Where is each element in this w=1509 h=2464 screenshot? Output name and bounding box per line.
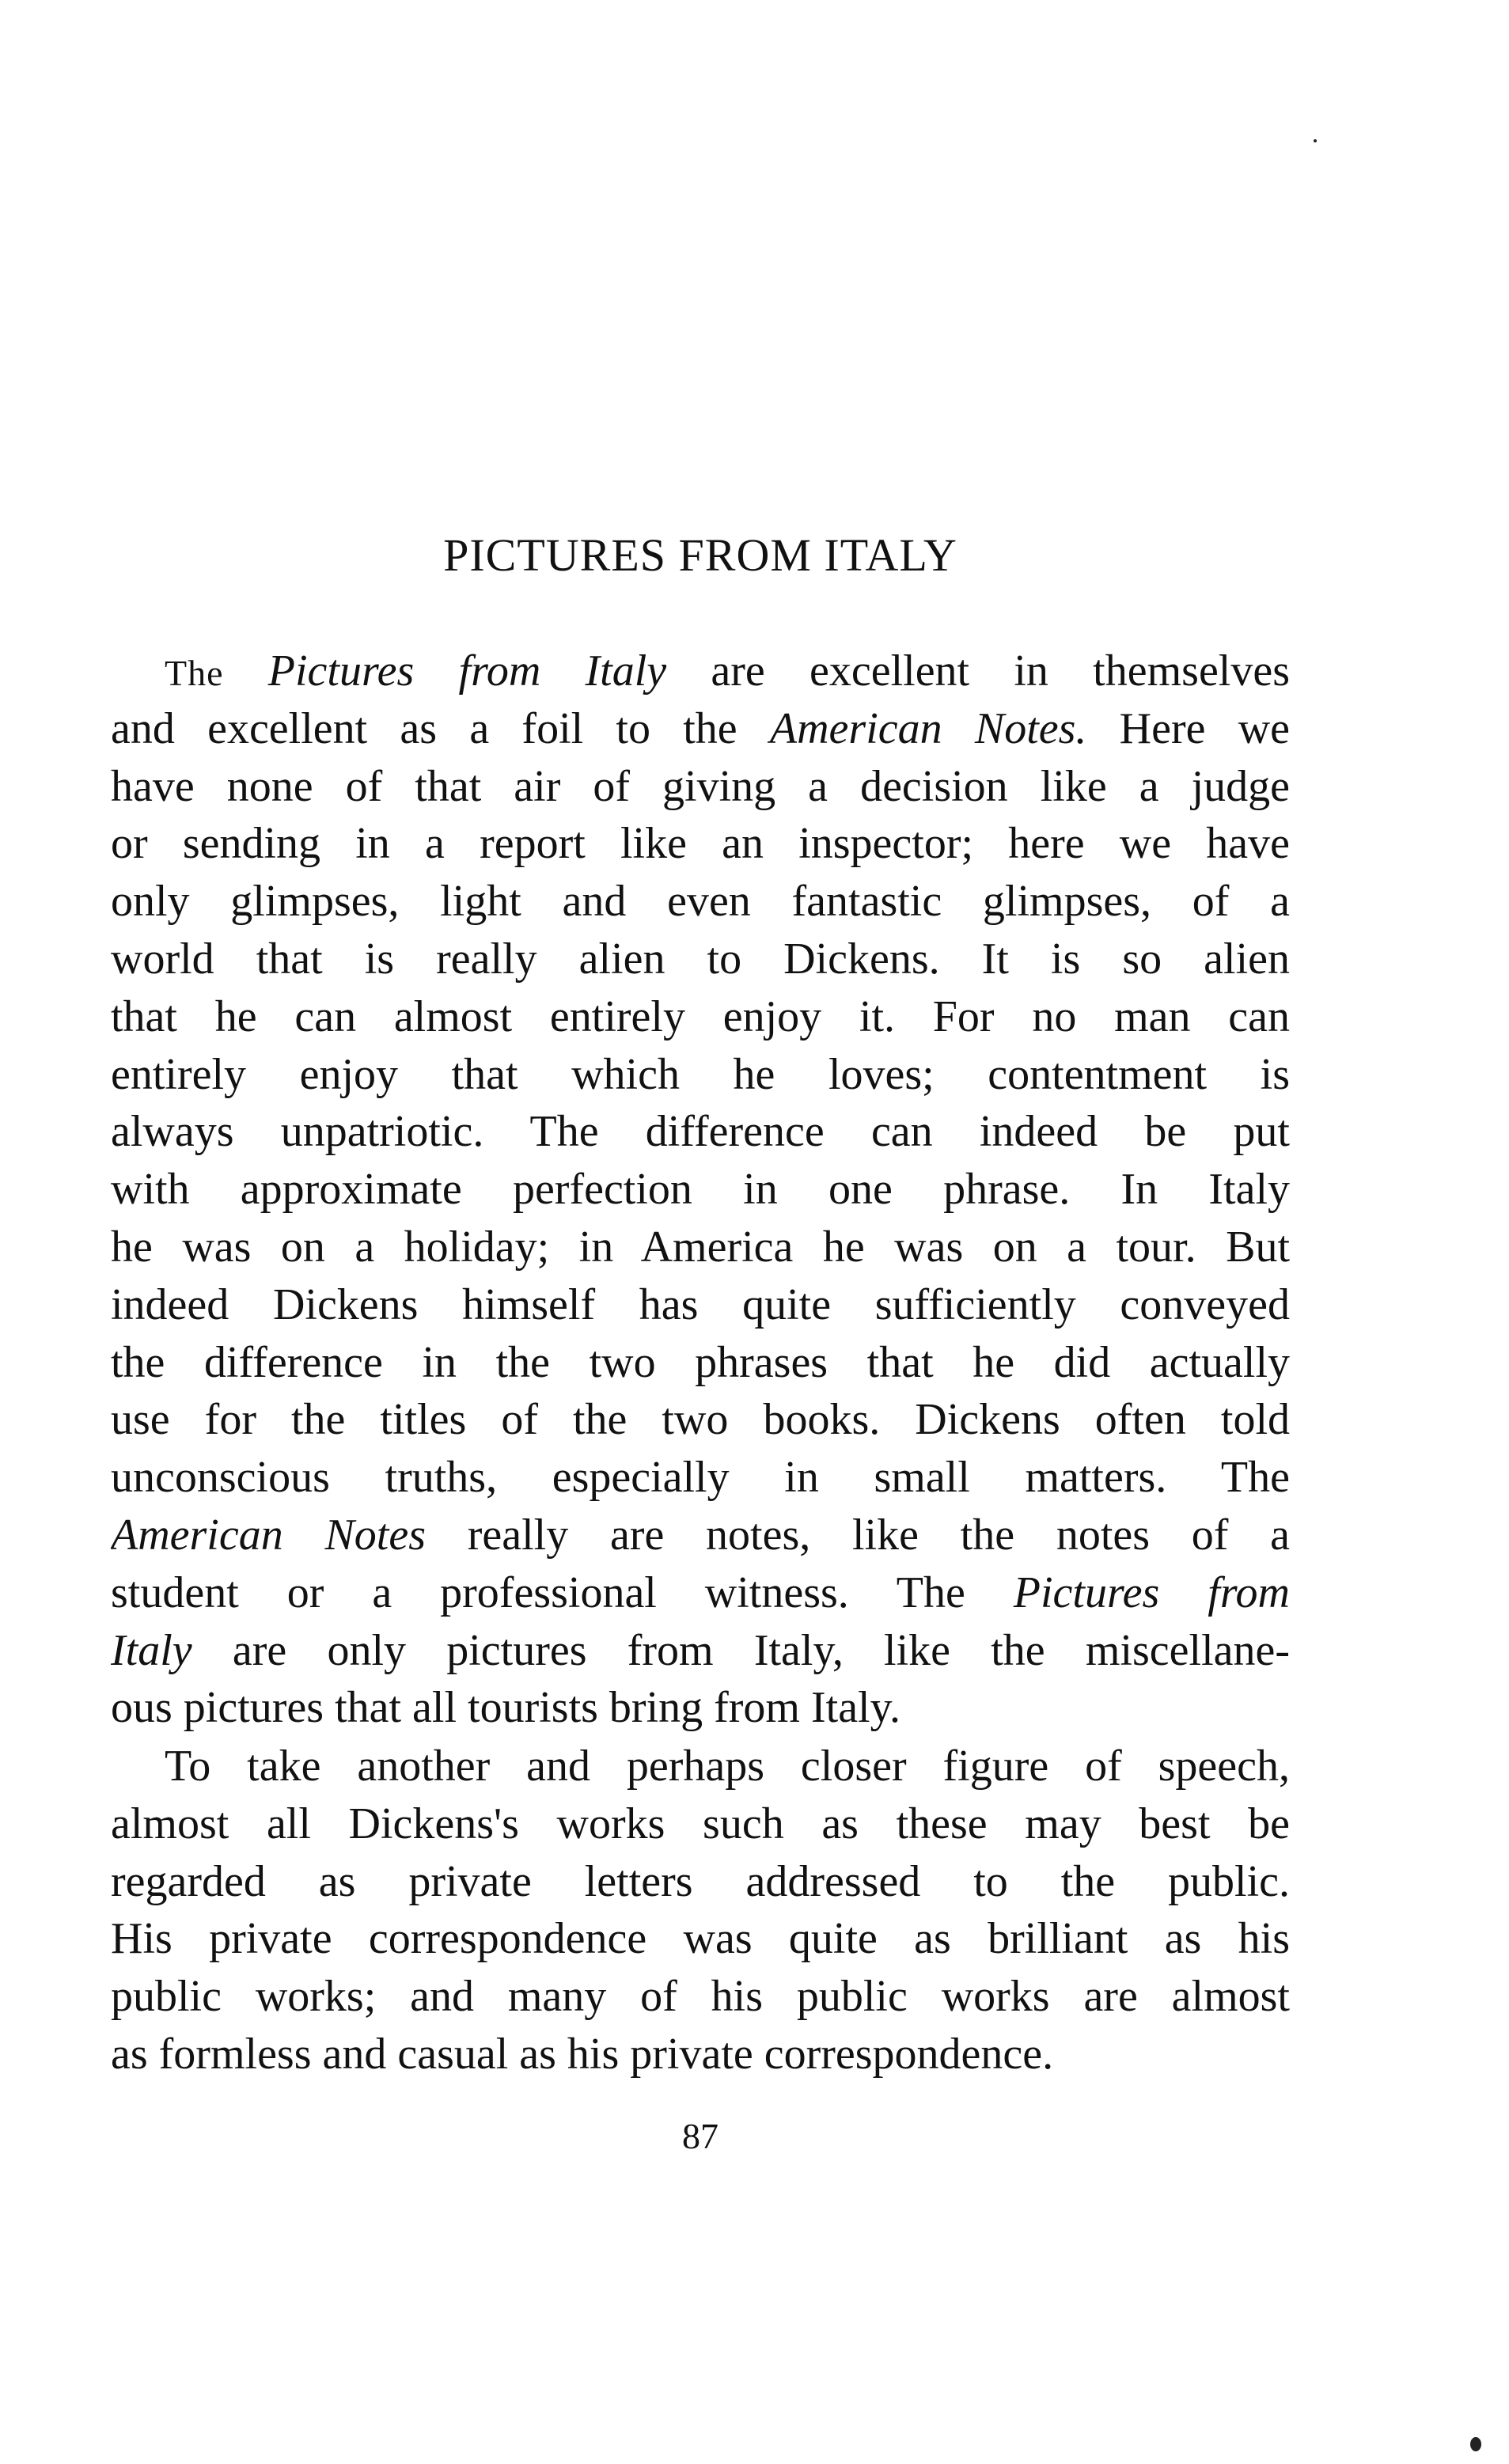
- text-segment: almost all Dickens's works such as these may best be: [111, 1799, 1290, 1848]
- text-segment: use for the titles of the two books. Dickens often told: [111, 1395, 1290, 1445]
- page-number: 87: [682, 2116, 718, 2156]
- text-line: [111, 1795, 1290, 1853]
- text-segment: the difference in the two phrases that he did actually: [111, 1337, 1290, 1387]
- scan-speck: [1470, 2437, 1481, 2451]
- text-segment: unconscious truths, especially in small matters. The: [111, 1453, 1290, 1503]
- text-line: [111, 1679, 1290, 1737]
- text-segment: only glimpses, light and even fantastic glimpses, of a: [111, 877, 1290, 927]
- text-segment: Here we: [1086, 703, 1290, 753]
- text-line: [111, 1046, 1290, 1104]
- text-segment: are only pictures from Italy, like the miscellane-: [191, 1625, 1290, 1675]
- text-segment: or sending in a report like an inspector; here we have: [111, 819, 1290, 869]
- italic-title: Italy: [111, 1625, 192, 1675]
- text-line: [111, 1564, 1290, 1622]
- text-line: [111, 1738, 1290, 1795]
- text-line: [111, 2026, 1290, 2083]
- text-line: [111, 1219, 1290, 1276]
- scan-speck: [1314, 139, 1317, 142]
- text-line: [111, 700, 1290, 758]
- text-line: [111, 1103, 1290, 1161]
- text-segment: he was on a holiday; in America he was on a tour. But: [111, 1222, 1290, 1272]
- text-segment: world that is really alien to Dickens. It is so alien: [111, 934, 1290, 984]
- text-line: [111, 1853, 1290, 1911]
- text-segment: [224, 646, 268, 696]
- text-segment: have none of that air of giving a decision like a judge: [111, 761, 1290, 811]
- small-caps-word: The: [165, 653, 224, 693]
- text-segment: really are notes, like the notes of a: [426, 1510, 1290, 1560]
- text-line: [111, 643, 1290, 700]
- text-line: [111, 815, 1290, 873]
- text-line: [111, 1449, 1290, 1507]
- text-line: [111, 1276, 1290, 1334]
- text-line: [111, 1622, 1290, 1680]
- text-line: [111, 1334, 1290, 1392]
- text-segment: public works; and many of his public works are almost: [111, 1972, 1290, 2022]
- text-segment: that he can almost entirely enjoy it. For no man can: [111, 991, 1290, 1041]
- text-segment: To take another and perhaps closer figure of speech,: [165, 1742, 1290, 1791]
- text-line: [111, 1161, 1290, 1219]
- text-segment: with approximate perfection in one phrase. In Italy: [111, 1165, 1290, 1215]
- text-line: [111, 1507, 1290, 1564]
- text-line: [111, 988, 1290, 1046]
- paragraph-2: [111, 1738, 1290, 2083]
- text-segment: indeed Dickens himself has quite sufficiently conveyed: [111, 1279, 1290, 1329]
- text-segment: as formless and casual as his private correspondence.: [111, 2029, 1054, 2079]
- text-line: [111, 873, 1290, 931]
- italic-title: Pictures from Italy: [267, 646, 667, 696]
- text-segment: always unpatriotic. The difference can indeed be put: [111, 1107, 1290, 1157]
- text-segment: entirely enjoy that which he loves; contentment is: [111, 1049, 1290, 1099]
- text-line: [111, 1968, 1290, 2026]
- italic-title: American Notes.: [769, 703, 1087, 753]
- text-line: [111, 1910, 1290, 1968]
- text-segment: ous pictures that all tourists bring from Italy.: [111, 1683, 900, 1733]
- text-segment: are excellent in themselves: [666, 646, 1290, 696]
- paragraph-1: [111, 643, 1290, 1737]
- italic-title: American Notes: [111, 1510, 427, 1560]
- italic-title: Pictures from: [1013, 1567, 1290, 1617]
- text-line: [111, 931, 1290, 988]
- text-segment: student or a professional witness. The: [111, 1567, 1014, 1617]
- text-segment: and excellent as a foil to the: [111, 703, 770, 753]
- text-line: [111, 758, 1290, 816]
- text-segment: regarded as private letters addressed to the public.: [111, 1856, 1290, 1906]
- text-line: [111, 1391, 1290, 1449]
- text-segment: His private correspondence was quite as brilliant as his: [111, 1914, 1290, 1964]
- chapter-title: PICTURES FROM ITALY: [443, 529, 957, 581]
